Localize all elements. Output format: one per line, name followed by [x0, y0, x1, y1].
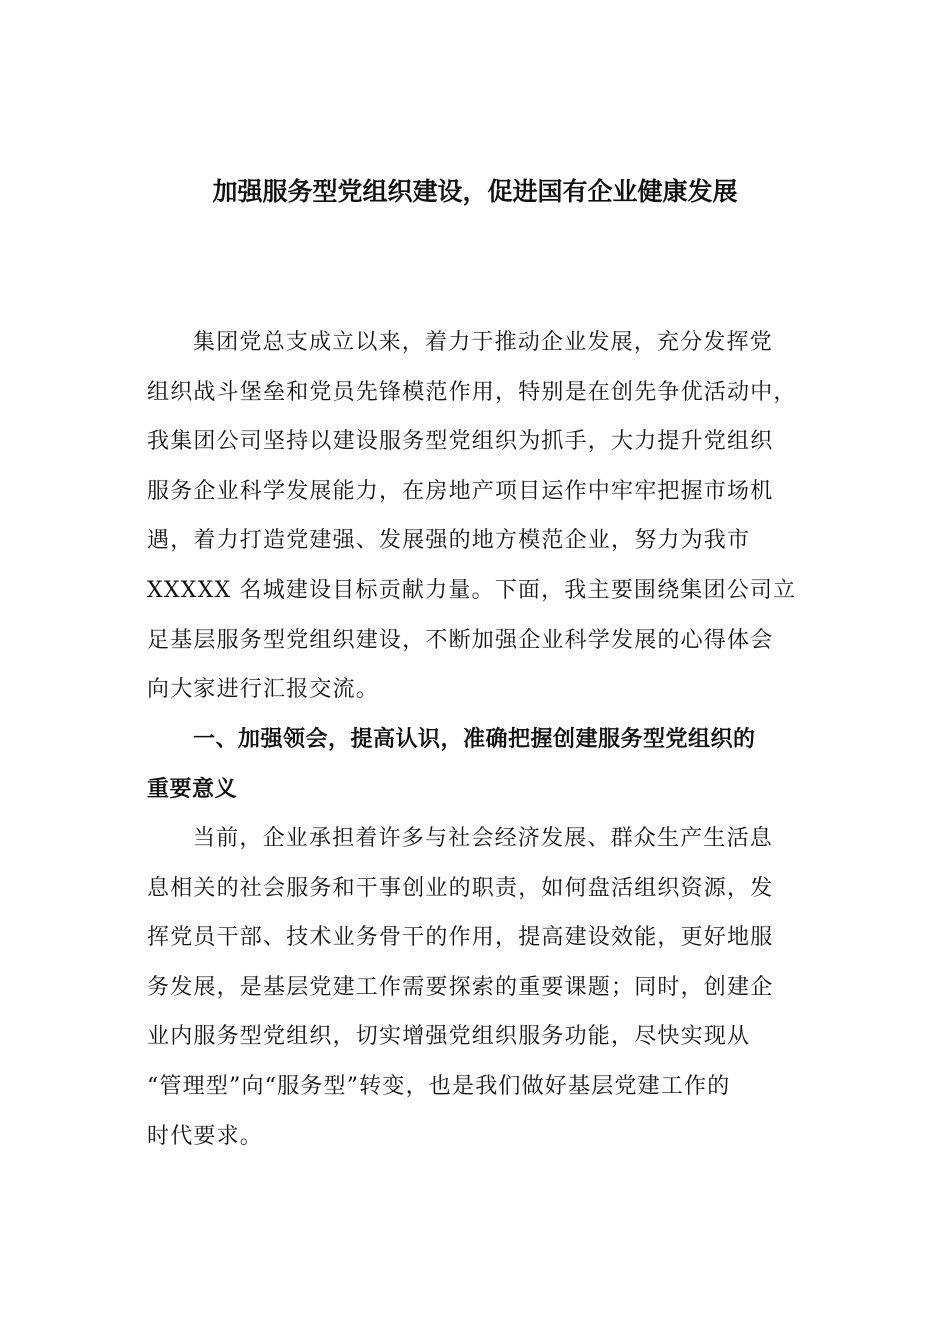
- heading-line: 一、加强领会，提高认识，准确把握创建服务型党组织的: [193, 727, 756, 752]
- text-line: XXXXX 名城建设目标贡献力量。下面，我主要围绕集团公司立: [147, 577, 797, 603]
- text-line: 遇，着力打造党建强、发展强的地方模范企业，努力为我市: [147, 528, 751, 554]
- text-line: 集团党总支成立以来，着力于推动企业发展，充分发挥党: [193, 330, 774, 355]
- text-line: 务发展，是基层党建工作需要探索的重要课题；同时，创建企: [147, 974, 774, 1000]
- document-title: 加强服务型党组织建设，促进国有企业健康发展: [212, 177, 738, 206]
- text-line: 我集团公司坚持以建设服务型党组织为抓手，大力提升党组织: [147, 429, 774, 455]
- section-heading-1: [147, 715, 807, 814]
- text-line: “管理型”向“服务型”转变，也是我们做好基层党建工作的: [147, 1073, 731, 1099]
- text-line: 足基层服务型党组织建设，不断加强企业科学发展的心得体会: [147, 627, 774, 653]
- text-line: 息相关的社会服务和干事创业的职责，如何盘活组织资源，发: [147, 875, 774, 901]
- text-line: 向大家进行汇报交流。: [147, 677, 380, 703]
- heading-line: 重要意义: [147, 776, 238, 802]
- paragraph-section-1: [147, 814, 807, 1161]
- text-line: 服务企业科学发展能力，在房地产项目运作中牢牢把握市场机: [147, 478, 774, 504]
- text-line: 业内服务型党组织，切实增强党组织服务功能，尽快实现从: [147, 1024, 751, 1050]
- text-line: 组织战斗堡垒和党员先锋模范作用，特别是在创先争优活动中，: [147, 379, 797, 405]
- text-line: 时代要求。: [147, 1123, 264, 1149]
- text-line: 挥党员干部、技术业务骨干的作用，提高建设效能，更好地服: [147, 925, 774, 951]
- text-line: 当前，企业承担着许多与社会经济发展、群众生产生活息: [193, 826, 774, 851]
- paragraph-intro: [147, 318, 807, 715]
